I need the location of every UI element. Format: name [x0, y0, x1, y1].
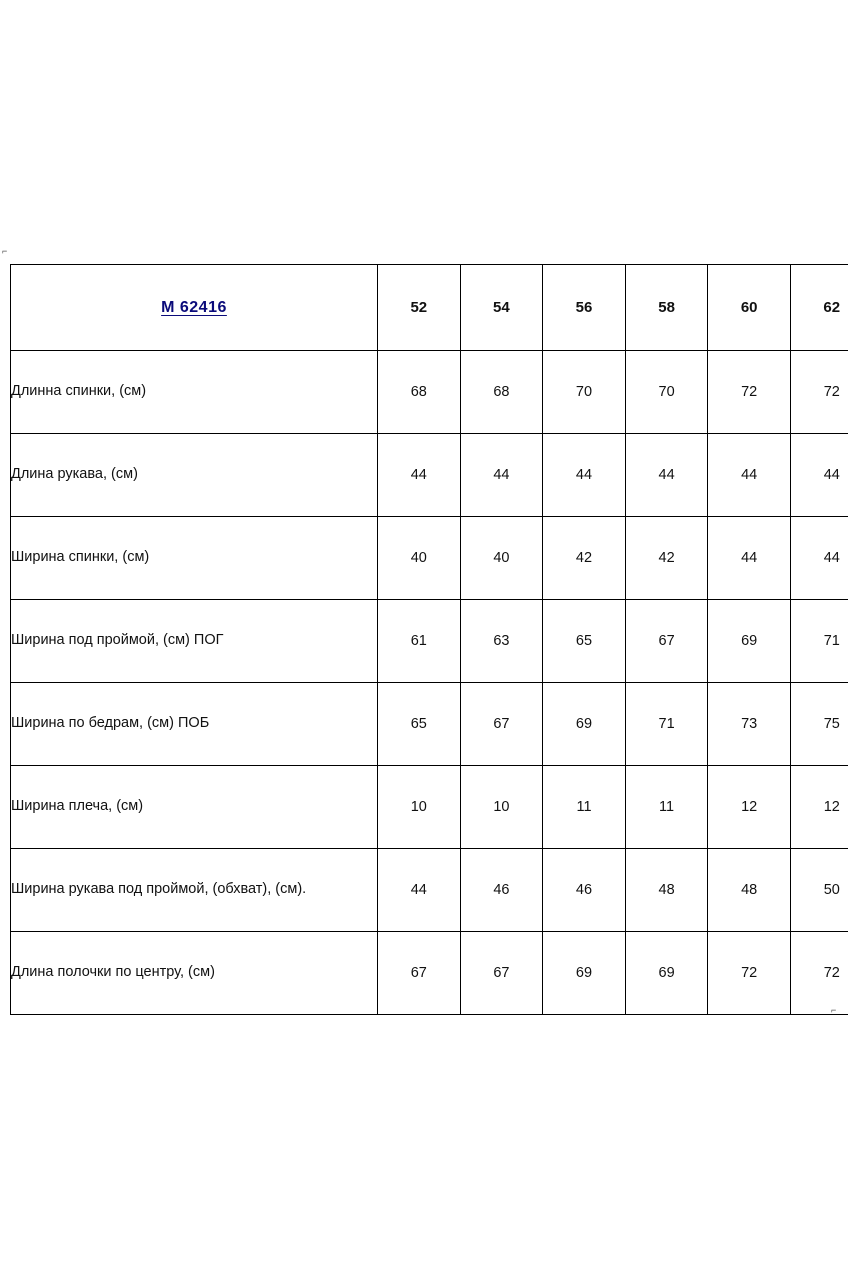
column-header-size: 62	[790, 265, 848, 351]
measurement-value: 11	[625, 766, 708, 849]
table-row	[11, 849, 848, 932]
measurement-value: 12	[790, 766, 848, 849]
measurement-value: 12	[708, 766, 791, 849]
table-row	[11, 517, 848, 600]
size-chart-container	[10, 264, 841, 1015]
measurement-value: 70	[543, 351, 626, 434]
column-header-size: 58	[625, 265, 708, 351]
measurement-value: 46	[543, 849, 626, 932]
measurement-value: 44	[790, 517, 848, 600]
measurement-label: Длинна спинки, (см)	[11, 351, 378, 434]
measurement-value: 44	[378, 434, 461, 517]
column-header-size: 52	[378, 265, 461, 351]
measurement-value: 44	[625, 434, 708, 517]
measurement-label: Ширина спинки, (см)	[11, 517, 378, 600]
column-header-size: 60	[708, 265, 791, 351]
measurement-value: 67	[460, 932, 543, 1015]
measurement-value: 40	[378, 517, 461, 600]
measurement-label: Длина рукава, (см)	[11, 434, 378, 517]
measurement-value: 68	[460, 351, 543, 434]
table-row	[11, 766, 848, 849]
product-code-cell	[11, 265, 378, 351]
measurement-value: 42	[625, 517, 708, 600]
measurement-value: 44	[460, 434, 543, 517]
measurement-value: 48	[708, 849, 791, 932]
measurement-value: 44	[378, 849, 461, 932]
measurement-value: 46	[460, 849, 543, 932]
measurement-label: Ширина по бедрам, (см) ПОБ	[11, 683, 378, 766]
measurement-value: 72	[708, 351, 791, 434]
column-header-size: 56	[543, 265, 626, 351]
measurement-value: 11	[543, 766, 626, 849]
measurement-value: 67	[460, 683, 543, 766]
measurement-label: Ширина рукава под проймой, (обхват), (см).	[11, 849, 378, 932]
measurement-value: 42	[543, 517, 626, 600]
measurement-value: 44	[543, 434, 626, 517]
measurement-value: 10	[460, 766, 543, 849]
measurement-value: 48	[625, 849, 708, 932]
size-chart-table	[10, 264, 848, 1015]
measurement-value: 10	[378, 766, 461, 849]
measurement-value: 71	[790, 600, 848, 683]
measurement-value: 61	[378, 600, 461, 683]
table-row	[11, 600, 848, 683]
measurement-value: 69	[543, 683, 626, 766]
table-row	[11, 351, 848, 434]
measurement-value: 44	[790, 434, 848, 517]
measurement-value: 71	[625, 683, 708, 766]
measurement-value: 72	[790, 351, 848, 434]
measurement-label: Длина полочки по центру, (см)	[11, 932, 378, 1015]
measurement-value: 67	[625, 600, 708, 683]
column-header-size: 54	[460, 265, 543, 351]
product-code: М 62416	[161, 298, 227, 316]
measurement-value: 70	[625, 351, 708, 434]
table-header-row	[11, 265, 848, 351]
measurement-value: 65	[543, 600, 626, 683]
table-row	[11, 434, 848, 517]
measurement-value: 69	[625, 932, 708, 1015]
crop-mark-top-left: ⌐	[2, 246, 8, 256]
measurement-value: 69	[543, 932, 626, 1015]
measurement-label: Ширина под проймой, (см) ПОГ	[11, 600, 378, 683]
table-row	[11, 932, 848, 1015]
measurement-label: Ширина плеча, (см)	[11, 766, 378, 849]
measurement-value: 44	[708, 517, 791, 600]
measurement-value: 63	[460, 600, 543, 683]
measurement-value: 68	[378, 351, 461, 434]
crop-mark-bottom-right: ⌐	[831, 1005, 837, 1015]
measurement-value: 50	[790, 849, 848, 932]
measurement-value: 72	[790, 932, 848, 1015]
measurement-value: 73	[708, 683, 791, 766]
measurement-value: 67	[378, 932, 461, 1015]
measurement-value: 69	[708, 600, 791, 683]
table-row	[11, 683, 848, 766]
measurement-value: 44	[708, 434, 791, 517]
measurement-value: 65	[378, 683, 461, 766]
measurement-value: 40	[460, 517, 543, 600]
measurement-value: 72	[708, 932, 791, 1015]
measurement-value: 75	[790, 683, 848, 766]
